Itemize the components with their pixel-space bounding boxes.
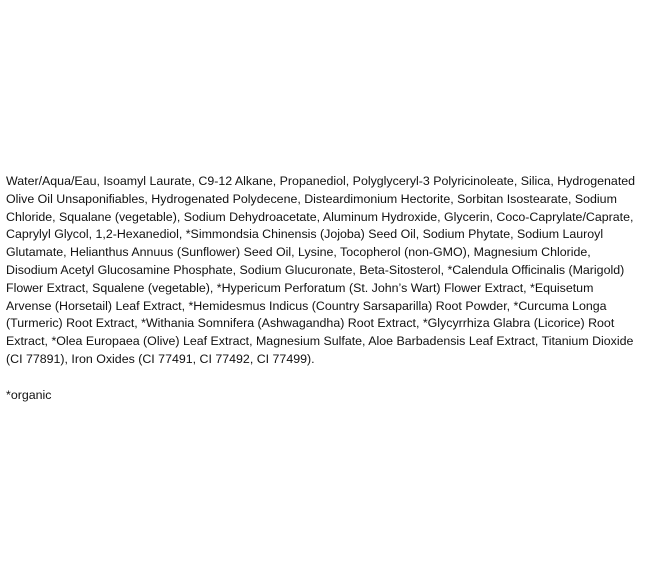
organic-footnote: *organic xyxy=(6,387,52,402)
ingredients-block xyxy=(6,173,636,405)
ingredients-list: Water/Aqua/Eau, Isoamyl Laurate, C9-12 Alkane, Propanediol, Polyglyceryl-3 Polyricinoleate, Silica, Hydrogenated Olive Oil Unsaponifiables, Hydrogenated Polydecene, Disteardimonium Hectorite, Sorbitan Isostearate, Sodium Chloride, Squalane (vegetable), Sodium Dehydroacetate, Aluminum Hydroxide, Glycerin, Coco-Caprylate/Caprate, Caprylyl Glycol, 1,2-Hexanediol, *Simmondsia Chinensis (Jojoba) Seed Oil, Sodium Phytate, Sodium Lauroyl Glutamate, Helianthus Annuus (Sunflower) Seed Oil, Lysine, Tocopherol (non-GMO), Magnesium Chloride, Disodium Acetyl Glucosamine Phosphate, Sodium Glucuronate, Beta-Sitosterol, *Calendula Officinalis (Marigold) Flower Extract, Squalene (vegetable), *Hypericum Perforatum (St. John’s Wart) Flower Extract, *Equisetum Arvense (Horsetail) Leaf Extract, *Hemidesmus Indicus (Country Sarsaparilla) Root Powder, *Curcuma Longa (Turmeric) Root Extract, *Withania Somnifera (Ashwagandha) Root Extract, *Glycyrrhiza Glabra (Licorice) Root Extract, *Olea Europaea (Olive) Leaf Extract, Magnesium Sulfate, Aloe Barbadensis Leaf Extract, Titanium Dioxide (CI 77891), Iron Oxides (CI 77491, CI 77492, CI 77499). xyxy=(6,174,636,366)
